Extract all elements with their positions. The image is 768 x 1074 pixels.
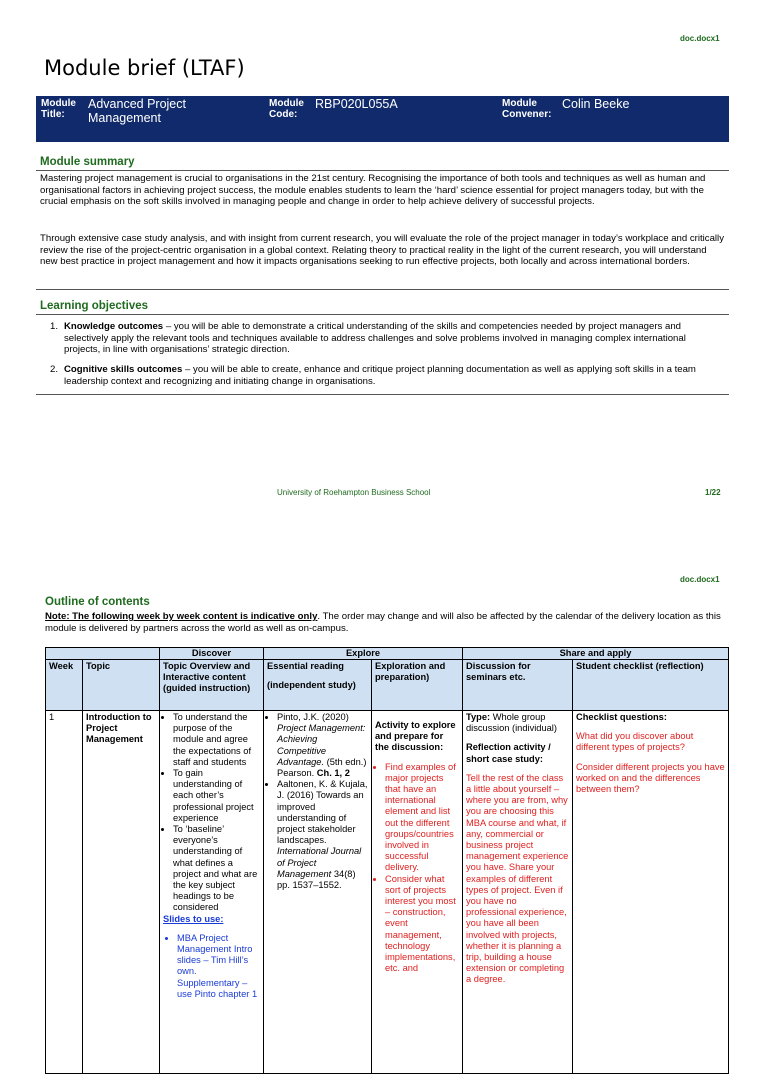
cell-exploration	[372, 711, 463, 1074]
doc-name: doc.docx1	[680, 575, 720, 584]
footer-school: University of Roehampton Business School	[277, 488, 431, 497]
summary-paragraph-2: Through extensive case study analysis, and with insight from current research, you will evaluate the role of the project manager in today’s workplace and critically review the rise of the project-centric organisation in a global context. Relating theory to practical reality in the light of the current research, you will understand new best practice in project management and how it impacts organisations seeking to run effective projects, both locally and across international borders.	[40, 233, 724, 268]
page-number: 1/22	[705, 488, 721, 497]
divider	[36, 170, 729, 171]
objective-item: 1. Knowledge outcomes – you will be able to demonstrate a critical understanding of the skills and competencies needed by project managers and selectively apply the relevant tools and techniques available to address challenges and solve problems involved in managing complex international projects, in line with organisations’ strategic direction.	[50, 321, 686, 356]
divider	[36, 394, 729, 395]
header-checklist: Student checklist (reflection)	[573, 660, 729, 711]
divider	[36, 289, 729, 290]
header-exploration: Exploration and preparation)	[372, 660, 463, 711]
slides-item-link[interactable]: • MBA Project Management Intro slides – Tim Hill’s own. Supplementary – use Pinto chapter 1	[177, 933, 260, 1000]
checklist-heading: Checklist questions:	[576, 712, 667, 722]
slides-link[interactable]: Slides to use:	[163, 913, 224, 924]
page-title: Module brief (LTAF)	[44, 56, 245, 80]
reading-item: • Pinto, J.K. (2020) Project Management: Achieving Competitive Advantage. (5th edn.) Pearson. Ch. 1, 2	[277, 712, 368, 779]
module-code-label: Module Code:	[269, 98, 304, 120]
discussion-text: Tell the rest of the class a little about yourself – where you are from, why you are choosing this MBA course and what, if any, commercial or business project management experience you have. Share your examples of different types of project. Even if you have no professional experience, you have all been involved with projects, whether it is planning a trip, building a house extension or completing a degree.	[466, 772, 569, 985]
cell-week: 1	[46, 711, 83, 1074]
module-title-label: Module Title:	[41, 98, 76, 120]
outline-heading: Outline of contents	[45, 596, 150, 608]
group-explore: Explore	[264, 648, 463, 660]
convener-label: Module Convener:	[502, 98, 552, 120]
doc-name: doc.docx1	[680, 34, 720, 43]
module-code-value: RBP020L055A	[315, 97, 398, 111]
summary-heading: Module summary	[40, 156, 135, 168]
module-banner	[36, 96, 729, 142]
reading-item: • Aaltonen, K. & Kujala, J. (2016) Towards an improved understanding of project stakeholder landscapes. International Journal of Project Management 34(8) pp. 1537–1552.	[277, 779, 368, 891]
activity-bullet: • Find examples of major projects that have an international element and list out the different groups/countries involved in successful delivery.	[385, 762, 459, 874]
activity-bullet: • Consider what sort of projects interest you most – construction, event management, technology implementations, etc. and	[385, 874, 459, 975]
cell-topic: Introduction to Project Management	[83, 711, 160, 1074]
checklist-question: Consider different projects you have worked on and the differences between them?	[576, 761, 725, 795]
reflection-heading: Reflection activity / short case study:	[466, 742, 551, 764]
cell-checklist	[573, 711, 729, 1074]
header-reading: Essential reading (independent study)	[264, 660, 372, 711]
group-cell-empty	[46, 648, 160, 660]
discussion-type: Type: Whole group discussion (individual)	[466, 712, 557, 734]
module-title-value: Advanced Project Management	[88, 97, 186, 125]
divider	[36, 314, 729, 315]
objective-item: 2. Cognitive skills outcomes – you will be able to create, enhance and critique project planning documentation as well as applying soft skills in a team leadership context and recognizing and initiating change in organisations.	[50, 364, 696, 387]
checklist-question: What did you discover about different types of projects?	[576, 731, 694, 753]
cell-overview	[160, 711, 264, 1074]
header-overview: Topic Overview and Interactive content (guided instruction)	[160, 660, 264, 711]
objectives-heading: Learning objectives	[40, 300, 149, 312]
overview-bullet: • To ‘baseline’ everyone’s understanding of what defines a project and what are the key subject headings to be considered	[173, 824, 260, 914]
outline-table	[45, 647, 729, 1074]
overview-bullet: • To understand the purpose of the module and agree the expectations of staff and students	[173, 712, 260, 768]
cell-reading	[264, 711, 372, 1074]
header-week: Week	[46, 660, 83, 711]
convener-value: Colin Beeke	[562, 97, 630, 111]
summary-paragraph-1: Mastering project management is crucial to organisations in the 21st century. Recognising the importance of both tools and techniques as well as human and organisational factors in achieving project success, the module enables students to learn the ‘hard’ science essential for project managers today, but with the crucial emphasis on the soft skills involved in managing people and change in order to help achieve delivery of successful projects.	[40, 173, 706, 208]
outline-note: Note: The following week by week content is indicative only. The order may change and will also be affected by the calendar of the delivery location as this module is delivered by partners across the world as well as on-campus.	[45, 611, 721, 634]
overview-bullet: • To gain understanding of each other’s professional project experience	[173, 768, 260, 824]
header-topic: Topic	[83, 660, 160, 711]
group-discover: Discover	[160, 648, 264, 660]
group-share: Share and apply	[463, 648, 729, 660]
activity-heading: Activity to explore and prepare for the discussion:	[375, 720, 456, 753]
header-discussion: Discussion for seminars etc.	[463, 660, 573, 711]
cell-discussion	[463, 711, 573, 1074]
